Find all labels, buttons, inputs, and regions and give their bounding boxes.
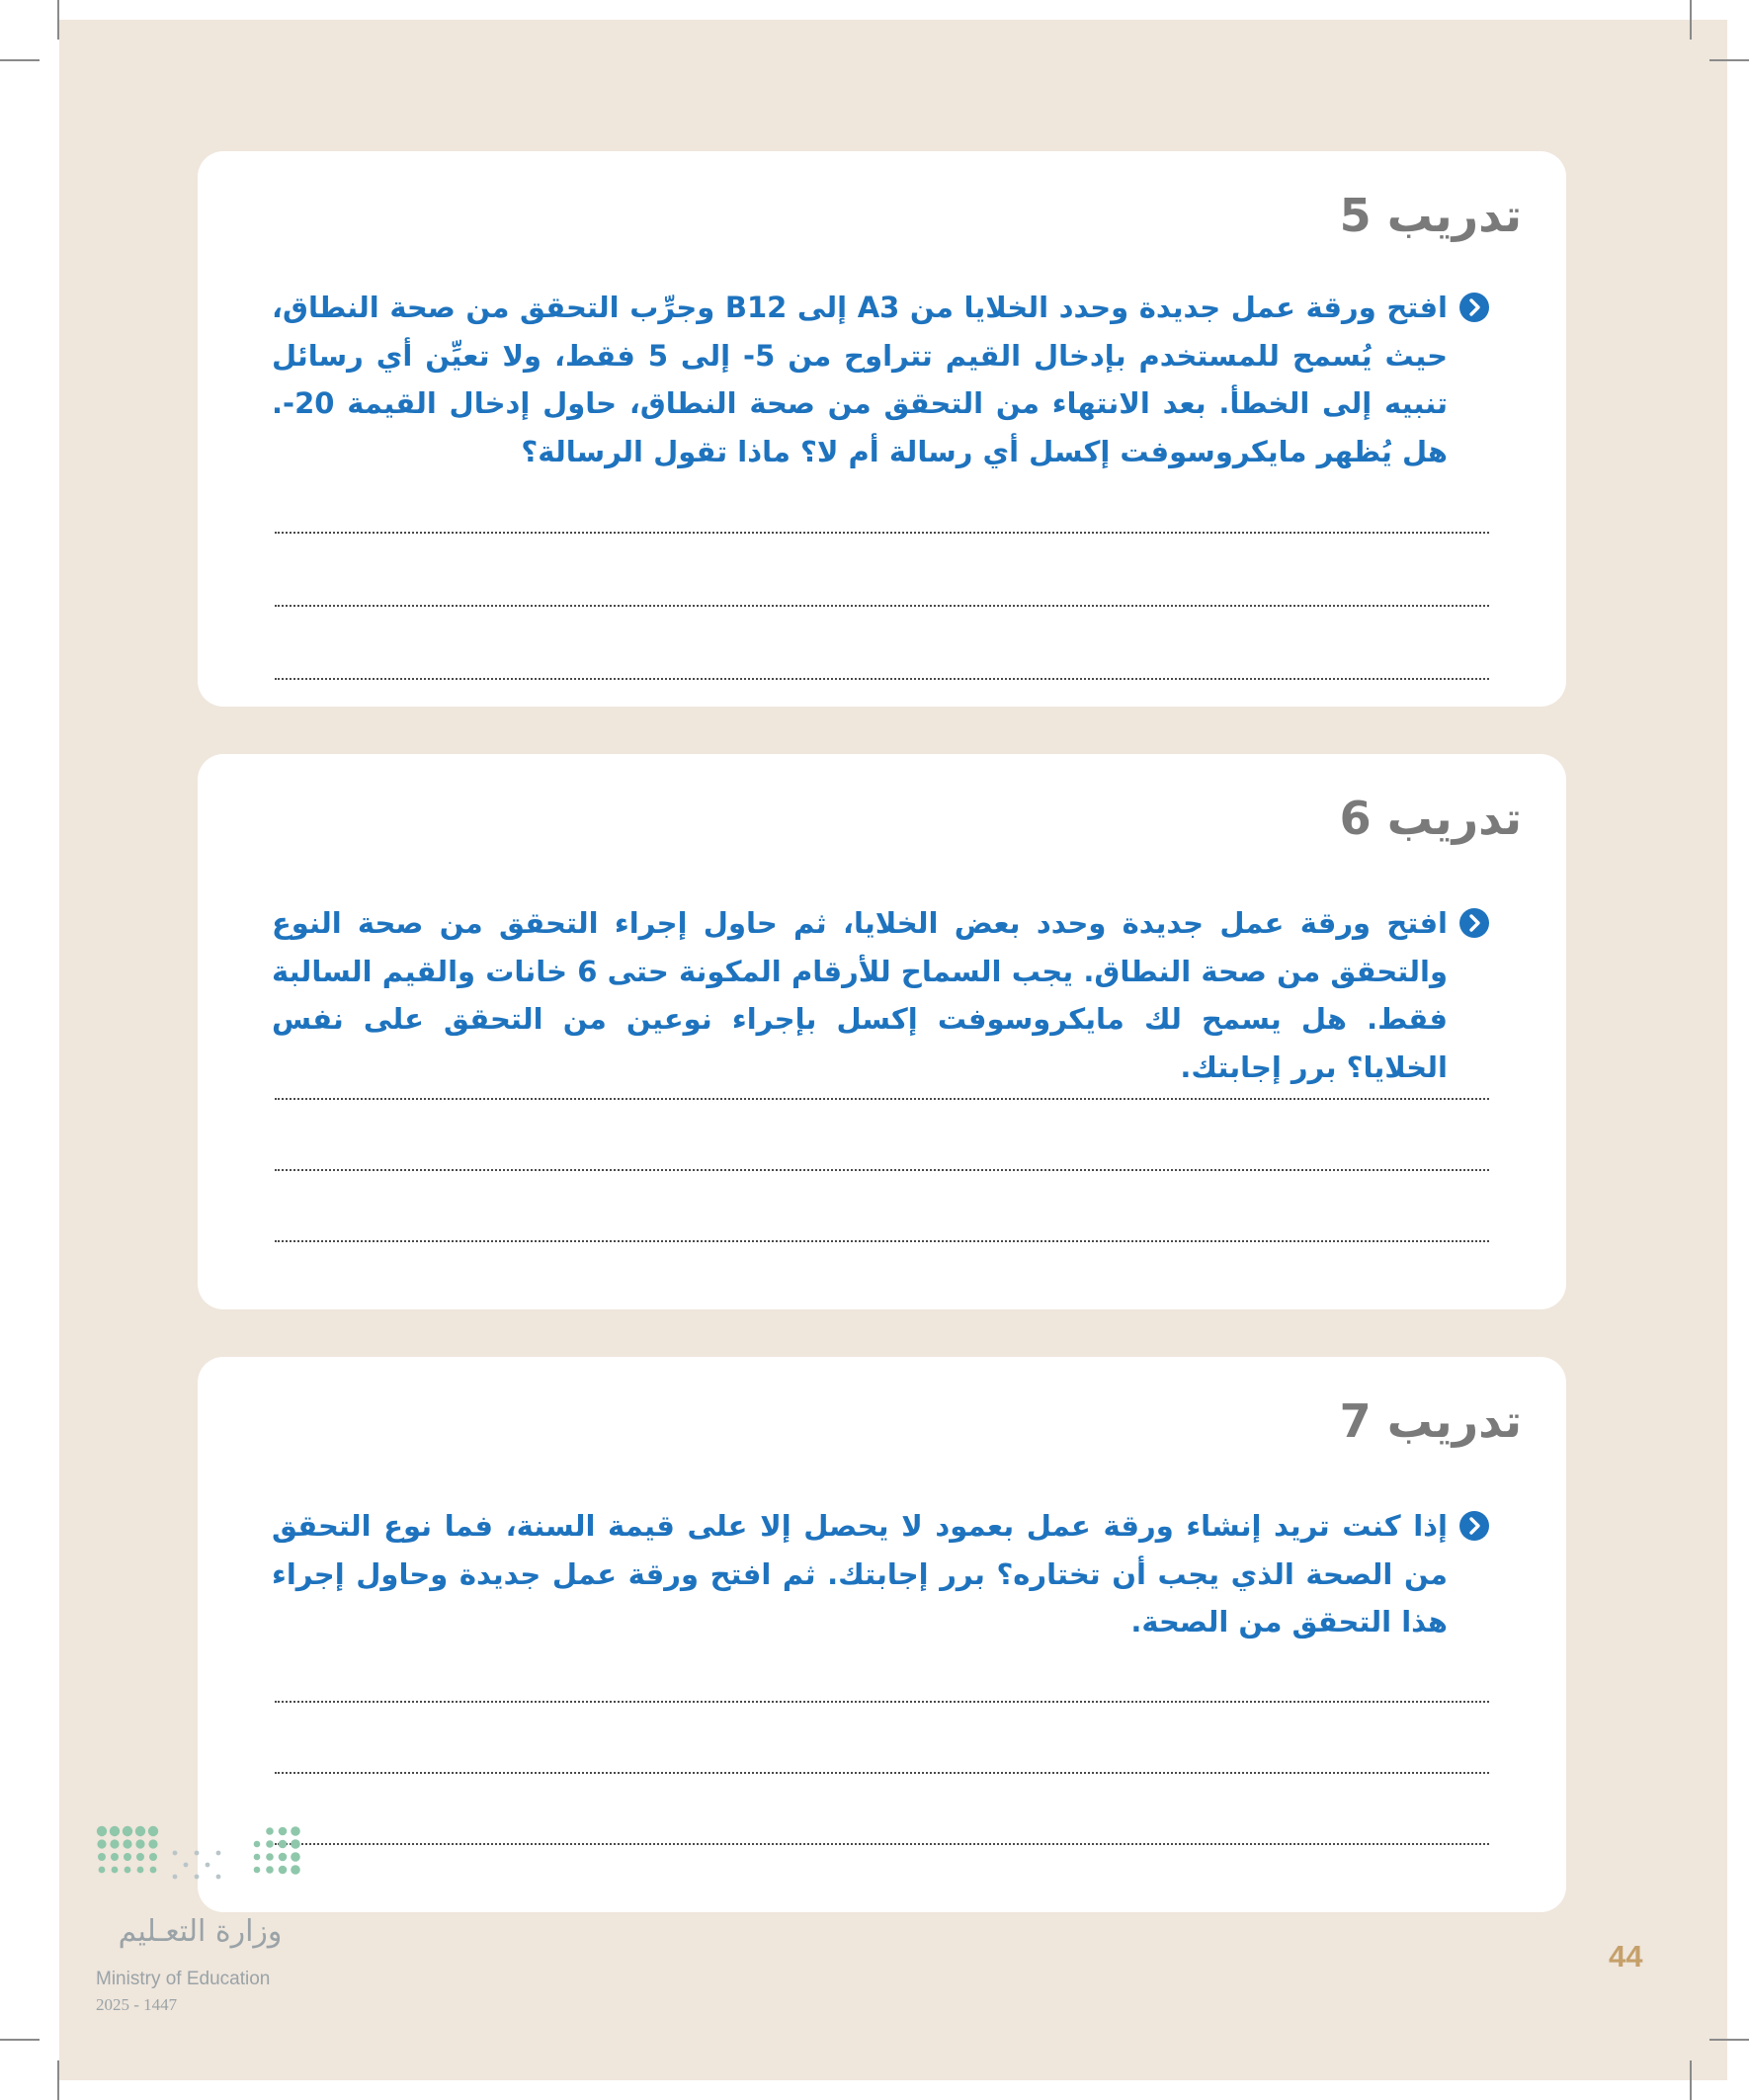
logo-year-text: 2025 - 1447 [96, 1995, 178, 2014]
exercise-title: تدريب 7 [1339, 1394, 1522, 1448]
logo-dots-icon [94, 1823, 321, 1912]
exercise-card-5 [198, 151, 1566, 707]
chevron-right-circle-icon [1459, 1511, 1489, 1541]
exercise-question: إذا كنت تريد إنشاء ورقة عمل بعمود لا يحصل إلا على قيمة السنة، فما نوع التحقق من الصحة الذي يجب أن تختاره؟ برر إجابتك. ثم افتح ورقة عمل جديدة وحاول إجراء هذا التحقق من الصحة. [272, 1509, 1448, 1638]
logo-arabic-text: وزارة التعـليم [118, 1914, 283, 1949]
ministry-logo [94, 1823, 321, 2031]
crop-mark [0, 59, 40, 61]
exercise-question: افتح ورقة عمل جديدة وحدد الخلايا من A3 إلى B12 وجرِّب التحقق من صحة النطاق، حيث يُسمح للمستخدم بإدخال القيم تتراوح من 5- إلى 5 فقط، ولا تعيِّن أي رسائل تنبيه إلى الخطأ. بعد الانتهاء من التحقق من صحة النطاق، حاول إدخال القيمة 20-. هل يُظهر مايكروسوفت إكسل أي رسالة أم لا؟ ماذا تقول الرسالة؟ [272, 291, 1448, 468]
answer-line[interactable] [275, 1169, 1489, 1171]
answer-line[interactable] [275, 532, 1489, 534]
crop-mark [57, 2060, 59, 2100]
exercise-title: تدريب 5 [1339, 189, 1522, 242]
answer-line[interactable] [275, 1843, 1489, 1845]
crop-mark [1690, 2060, 1692, 2100]
logo-english-text: Ministry of Education [96, 1969, 271, 1989]
exercise-card-7 [198, 1357, 1566, 1912]
crop-mark [1690, 0, 1692, 40]
answer-line[interactable] [275, 605, 1489, 607]
chevron-right-circle-icon [1459, 908, 1489, 938]
answer-line[interactable] [275, 1240, 1489, 1242]
exercise-card-6 [198, 754, 1566, 1309]
crop-mark [57, 0, 59, 40]
answer-line[interactable] [275, 678, 1489, 680]
crop-mark [1709, 2039, 1749, 2041]
crop-mark [1709, 59, 1749, 61]
exercise-title: تدريب 6 [1339, 792, 1522, 845]
answer-line[interactable] [275, 1701, 1489, 1703]
answer-line[interactable] [275, 1772, 1489, 1774]
page-number: 44 [1609, 1939, 1643, 1974]
chevron-right-circle-icon [1459, 293, 1489, 322]
answer-line[interactable] [275, 1098, 1489, 1100]
exercise-question: افتح ورقة عمل جديدة وحدد بعض الخلايا، ثم حاول إجراء التحقق من صحة النوع والتحقق من صحة النطاق. يجب السماح للأرقام المكونة حتى 6 خانات والقيم السالبة فقط. هل يسمح لك مايكروسوفت إكسل بإجراء نوعين من التحقق على نفس الخلايا؟ برر إجابتك. [272, 906, 1448, 1084]
crop-mark [0, 2039, 40, 2041]
